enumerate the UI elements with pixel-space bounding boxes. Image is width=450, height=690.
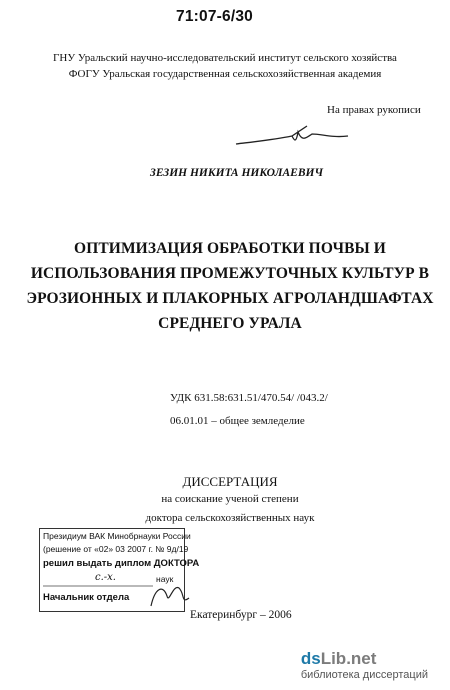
- degree-line-1: на соискание ученой степени: [161, 493, 299, 505]
- title-line-2: ИСПОЛЬЗОВАНИЯ ПРОМЕЖУТОЧНЫХ КУЛЬТУР В: [30, 265, 430, 282]
- city-year: Екатеринбург – 2006: [190, 609, 292, 621]
- stamp-line-1: Президиум ВАК Минобрнауки России: [43, 531, 191, 541]
- degree-line-2: доктора сельскохозяйственных наук: [145, 512, 315, 524]
- manuscript-note: На правах рукописи: [327, 104, 421, 116]
- specialty-code: 06.01.01 – общее земледелие: [170, 415, 305, 427]
- dslib-tagline: библиотека диссертаций: [300, 669, 428, 681]
- author-signature: [232, 120, 352, 154]
- dslib-watermark: [301, 649, 428, 681]
- stamp-underline: [43, 584, 153, 588]
- institution-line-1: ГНУ Уральский научно-исследовательский институт сельского хозяйства: [53, 52, 397, 64]
- stamp-line-3: решил выдать диплом ДОКТОРА: [43, 558, 200, 569]
- document-type: ДИССЕРТАЦИЯ: [182, 474, 278, 489]
- stamp-signature: [145, 578, 195, 614]
- title-line-1: ОПТИМИЗАЦИЯ ОБРАБОТКИ ПОЧВЫ И: [74, 240, 386, 257]
- udk-code: УДК 631.58:631.51/470.54/ /043.2/: [170, 392, 328, 404]
- title-line-4: СРЕДНЕГО УРАЛА: [158, 315, 302, 332]
- institution-line-2: ФОГУ Уральская государственная сельскохозяйственная академия: [68, 68, 382, 80]
- stamp-line-2: (решение от «02» 03 2007 г. № 9д/19: [43, 544, 189, 554]
- title-line-3: ЭРОЗИОННЫХ И ПЛАКОРНЫХ АГРОЛАНДШАФТАХ: [26, 290, 434, 307]
- dslib-logo: dsLib.net: [300, 649, 377, 668]
- stamp-line-5: Начальник отдела: [43, 592, 130, 603]
- stamp-handwritten-field: с.-х.: [95, 572, 116, 583]
- author-name: ЗЕЗИН НИКИТА НИКОЛАЕВИЧ: [150, 167, 324, 179]
- stamp-line-4-suffix: наук: [156, 574, 174, 584]
- catalog-code: 71:07-6/30: [176, 8, 253, 25]
